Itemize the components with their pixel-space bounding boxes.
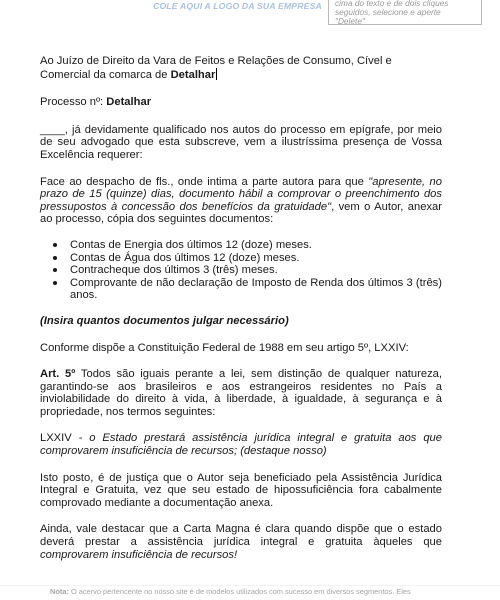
process-line: [40, 96, 442, 109]
constitution-reference: Conforme dispõe a Constituição Federal de 1988 em seu artigo 5º, LXXIV:: [40, 341, 409, 354]
final-prefix: Ainda, vale destacar que a Carta Magna é clara quando dispõe que o estado deverá prestar a assistência jurídica integral e gratuita àqueles que: [40, 523, 442, 549]
process-label: Processo nº:: [40, 96, 107, 109]
dispatch-quote: "apresente, no prazo de 15 (quinze) dias, documento hábil a comprovar o preenchimento dos pressupostos à concessão dos benefícios da gratuidade": [40, 175, 442, 213]
footer-note-text: O acervo pertencente no nosso site é de modelos utilizados com sucesso em diversos segmentos. Eles: [68, 587, 411, 596]
list-item: Contas de Água dos últimos 12 (doze) meses.: [70, 252, 442, 265]
list-item: Contracheque dos últimos 3 (três) meses.: [70, 264, 442, 277]
footer-note-label: Nota:: [50, 587, 69, 596]
letter-body: [40, 51, 442, 561]
process-value: Detalhar: [106, 96, 152, 109]
dispatch-paragraph: [40, 176, 442, 226]
addressee-text: Ao Juízo de Direito da Vara de Feitos e Relações de Consumo, Cível e Comercial da comarca de: [40, 55, 392, 81]
final-italic: comprovarem insuficiência de recursos!: [40, 548, 238, 561]
footer-note: [50, 587, 500, 597]
hint-line: seguidos, selecione e aperte: [335, 7, 441, 17]
intro-paragraph: ____, já devidamente qualificado nos autos do processo em epígrafe, por meio de seu advogado que esta subscreve, vem a ilustríssima presença de Vossa Excelência requerer:: [40, 123, 442, 161]
article-5-label: Art. 5º: [40, 368, 76, 381]
dispatch-suffix: , vem o Autor, anexar ao processo, cópia dos seguintes documentos:: [40, 200, 442, 226]
hint-line: "Delete": [335, 16, 365, 26]
logo-placeholder[interactable]: COLE AQUI A LOGO DA SUA EMPRESA: [153, 1, 322, 11]
instruction-hint-box: [328, 0, 482, 25]
insert-documents-note: (Insira quantos documentos julgar necessário): [40, 314, 289, 327]
hint-line: cima do texto e de dois cliques: [335, 0, 449, 8]
dispatch-prefix: Face ao despacho de fls., onde intima a parte autora para que: [40, 175, 369, 188]
list-item: Contas de Energia dos últimos 12 (doze) meses.: [70, 239, 442, 252]
lxxiv-text: - o Estado prestará assistência jurídica integral e gratuita aos que comprovarem insuficiência de recursos; (destaque nosso): [40, 432, 442, 458]
final-paragraph: [40, 523, 442, 561]
footer-divider: [0, 585, 500, 586]
addressee-paragraph: [40, 55, 442, 81]
list-item: Comprovante de não declaração de Imposto de Renda dos últimos 3 (três) anos.: [70, 276, 442, 302]
article-5-paragraph: [40, 368, 442, 418]
lxxiv-paragraph: [40, 432, 442, 457]
documents-list: [40, 239, 442, 302]
conclusion-paragraph: Isto posto, é de justiça que o Autor seja beneficiado pela Assistência Jurídica Integral e Gratuita, vez que seu estado de hipossuficiência fora cabalmente comprovado mediante a documentação anexa.: [40, 471, 442, 509]
text-cursor: [216, 68, 217, 80]
addressee-city: Detalhar: [170, 68, 216, 81]
lxxiv-label: LXXIV: [40, 432, 72, 445]
article-5-text: Todos são iguais perante a lei, sem distinção de qualquer natureza, garantindo-se aos brasileiros e aos estrangeiros residentes no País a inviolabilidade do direito à vida, à liberdade, à igualdade, à segurança e à propriedade, nos termos seguintes:: [40, 368, 443, 418]
